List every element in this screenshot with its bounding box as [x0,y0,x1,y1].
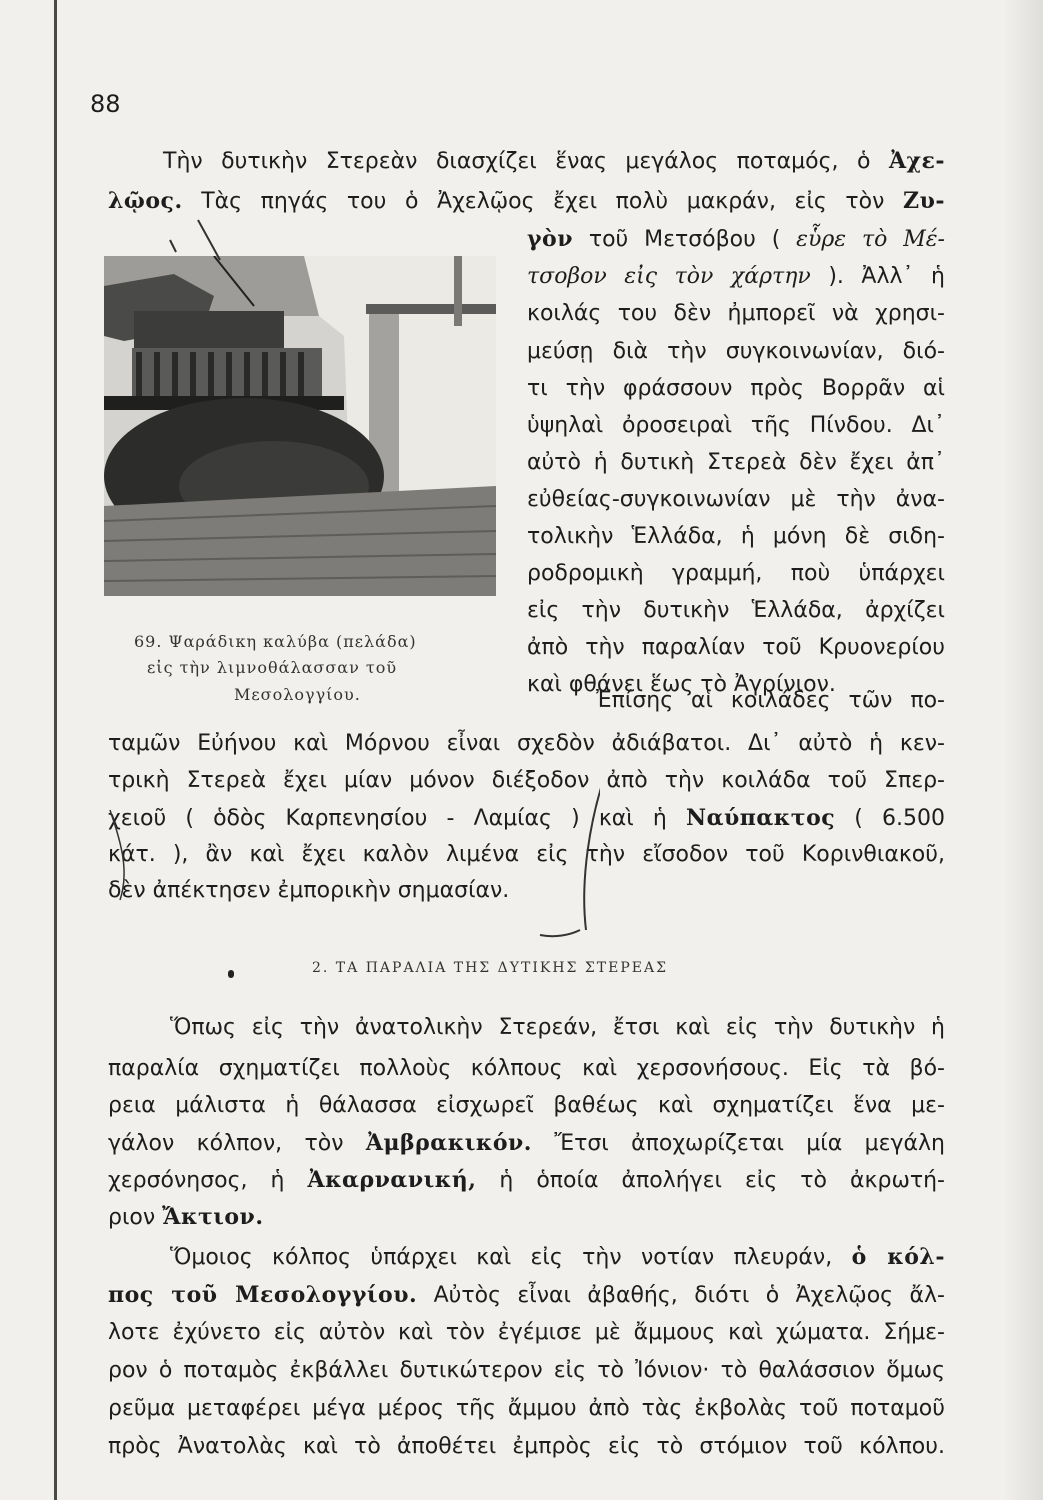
page-edge-shadow [1003,0,1043,1500]
paragraph-1-line-1: Τὴν δυτικὴν Στερεὰν διασχίζει ἕνας μεγάλος ποταμός, ὁ Ἀχε- [163,148,945,174]
paragraph-1-line-4: τσοβον εἰς τὸν χάρτην ). Ἀλλ᾿ ἡ [527,264,946,289]
paragraph-3-line-3: ρεια μάλιστα ἡ θάλασσα εἰσχωρεῖ βαθέως καὶ σχηματίζει ἕνα με- [108,1093,945,1118]
margin-rule [54,0,57,1500]
pen-strokes [100,200,600,940]
paragraph-4-line-3: λοτε ἐχύνετο εἰς αὐτὸν καὶ τὸν ἐγέμισε μὲ ἄμμους καὶ χώματα. Σήμε- [108,1320,945,1345]
paragraph-1-line-8: ὑψηλαὶ ὀροσειραὶ τῆς Πίνδου. Δι᾿ [527,413,945,438]
paragraph-3-line-1: Ὅπως εἰς τὴν ἀνατολικὴν Στερεάν, ἔτσι καὶ εἰς τὴν δυτικὴν ἡ [170,1015,945,1040]
paragraph-3-line-5: χερσόνησος, ἡ Ἀκαρνανική, ἡ ὁποία ἀπολήγει εἰς τὸ ἀκρωτή- [108,1167,945,1193]
paragraph-1-line-11: τολικὴν Ἑλλάδα, ἡ μόνη δὲ σιδη- [527,524,945,549]
paragraph-2-line-2: ταμῶν Εὐήνου καὶ Μόρνου εἶναι σχεδὸν ἀδιάβατοι. Δι᾿ αὐτὸ ἡ κεν- [108,731,945,756]
figure-caption-line-2: εἰς τὴν λιμνοθάλασσαν τοῦ [147,658,398,677]
paragraph-2-line-5: κάτ. ), ἂν καὶ ἔχει καλὸν λιμένα εἰς τὴν εἴσοδον τοῦ Κορινθιακοῦ, [108,842,945,867]
paragraph-4-line-6: πρὸς Ἀνατολὰς καὶ τὸ ἀποθέτει ἐμπρὸς εἰς τὸ στόμιον τοῦ κόλπου. [108,1434,945,1459]
paragraph-2-line-6: δὲν ἀπέκτησεν ἐμπορικὴν σημασίαν. [108,878,510,903]
paragraph-1-line-14: ἀπὸ τὴν παραλίαν τοῦ Κρυονερίου [527,635,945,660]
paragraph-1-line-9: αὐτὸ ἡ δυτικὴ Στερεὰ δὲν ἔχει ἀπ᾿ [527,450,945,475]
paragraph-2-line-3: τρικὴ Στερεὰ ἔχει μίαν μόνον διέξοδον ἀπὸ τὴν κοιλάδα τοῦ Σπερ- [108,768,945,793]
paragraph-4-line-1: Ὅμοιος κόλπος ὑπάρχει καὶ εἰς τὴν νοτίαν πλευράν, ὁ κόλ- [170,1244,945,1270]
paragraph-4-line-4: ρον ὁ ποταμὸς ἐκβάλλει δυτικώτερον εἰς τὸ Ἰόνιον· τὸ θαλάσσιον ὅμως [108,1358,945,1383]
paragraph-4-line-5: ρεῦμα μεταφέρει μέγα μέρος τῆς ἄμμου ἀπὸ τὰς ἐκβολὰς τοῦ ποταμοῦ [108,1396,945,1421]
figure-caption-line-1: 69. Ψαράδικη καλύβα (πελάδα) [134,632,417,651]
paragraph-1-line-15: καὶ φθάνει ἕως τὸ Ἀγρίνιον. [527,672,836,697]
paragraph-1-line-2: λῷος. Τὰς πηγάς του ὁ Ἀχελῷος ἔχει πολὺ μακράν, εἰς τὸν Ζυ- [108,188,945,214]
page-number: 88 [90,90,121,118]
paragraph-1-line-10: εὐθείας-συγκοινωνίαν μὲ τὴν ἀνα- [527,487,945,512]
bullet-mark [228,970,234,978]
figure-caption-line-3: Μεσολογγίου. [234,685,361,704]
section-heading: 2. ΤΑ ΠΑΡΑΛΙΑ ΤΗΣ ΔΥΤΙΚΗΣ ΣΤΕΡΕΑΣ [312,960,668,976]
paragraph-1-line-7: τι τὴν φράσσουν πρὸς Βορρᾶν αἱ [527,376,945,401]
paragraph-1-line-12: ροδρομικὴ γραμμή, ποὺ ὑπάρχει [527,561,945,586]
paragraph-1-line-5: κοιλάς του δὲν ἠμπορεῖ νὰ χρησι- [527,301,945,326]
paragraph-3-line-6: ριον Ἄκτιον. [108,1204,264,1230]
paragraph-1-line-3: γὸν τοῦ Μετσόβου ( εὗρε τὸ Μέ- [527,226,945,252]
paragraph-2-line-1: Ἐπίσης αἱ κοιλάδες τῶν πο- [596,688,945,713]
paragraph-1-line-6: μεύσῃ διὰ τὴν συγκοινωνίαν, διό- [527,339,945,364]
paragraph-3-line-2: παραλία σχηματίζει πολλοὺς κόλπους καὶ χερσονήσους. Εἰς τὰ βό- [108,1056,945,1081]
paragraph-2-line-4: χειοῦ ( ὁδὸς Καρπενησίου - Λαμίας ) καὶ ἡ Ναύπακτος ( 6.500 [108,805,945,831]
paragraph-4-line-2: πος τοῦ Μεσολογγίου. Αὐτὸς εἶναι ἀβαθής, διότι ὁ Ἀχελῷος ἄλ- [108,1282,945,1308]
paragraph-3-line-4: γάλον κόλπον, τὸν Ἀμβρακικόν. Ἔτσι ἀποχωρίζεται μία μεγάλη [108,1130,945,1156]
paragraph-1-line-13: εἰς τὴν δυτικὴν Ἑλλάδα, ἀρχίζει [527,598,945,623]
